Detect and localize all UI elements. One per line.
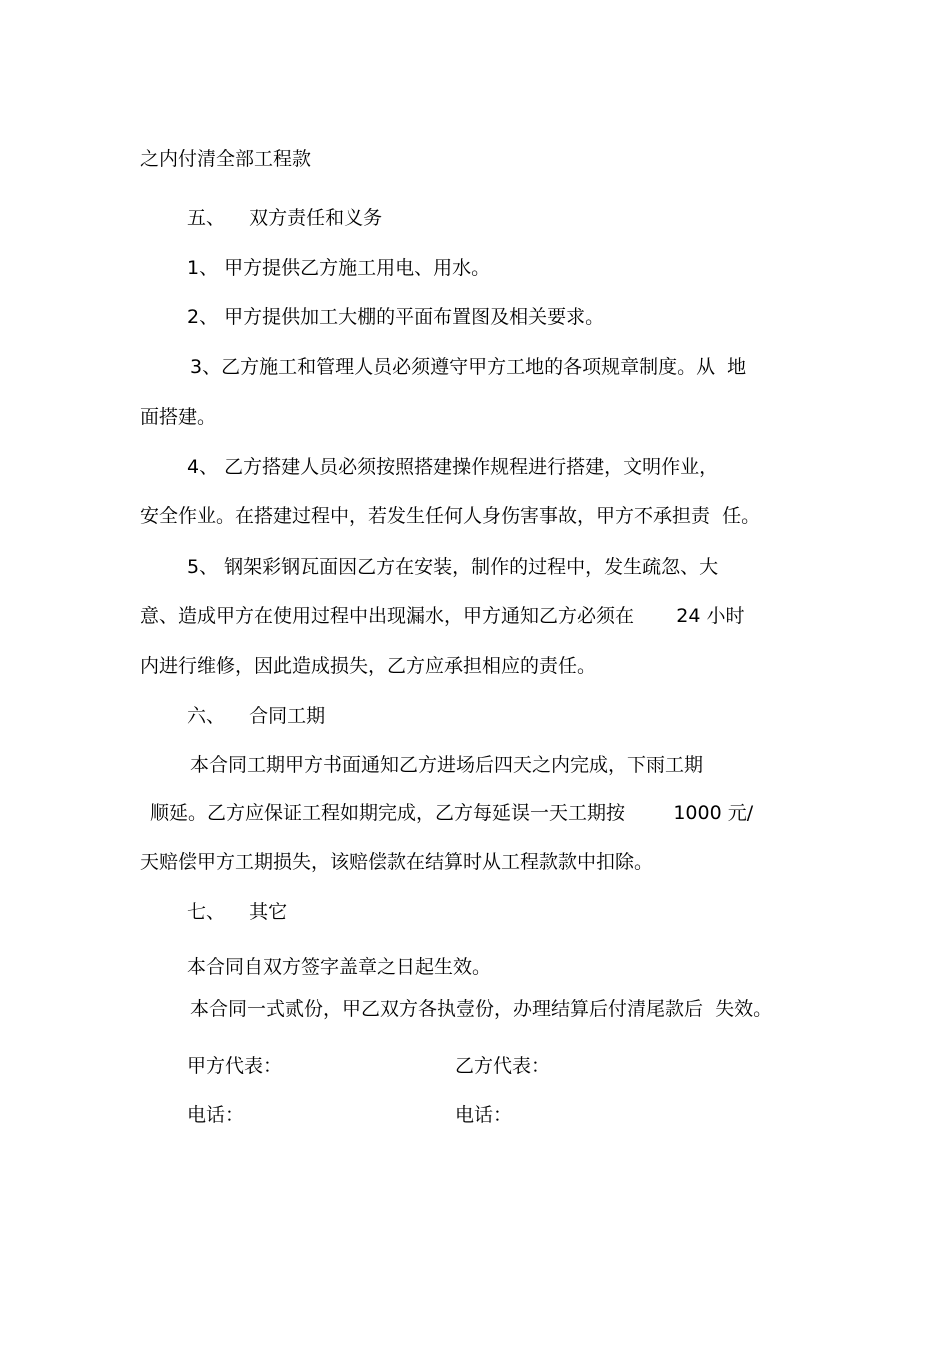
clause-text: 本合同一式贰份，甲乙双方各执壹份，办理结算后付清尾款后 失效。 [190, 998, 773, 1020]
clause-text: 2、 甲方提供加工大棚的平面布置图及相关要求。 [187, 306, 605, 328]
clause-text: 意、造成甲方在使用过程中出现漏水，甲方通知乙方必须在 24 小时 [140, 605, 745, 627]
clause-text: 内进行维修，因此造成损失，乙方应承担相应的责任。 [140, 655, 597, 677]
clause-text: 本合同工期甲方书面通知乙方进场后四天之内完成，下雨工期 [190, 754, 704, 776]
clause-text: 3、乙方施工和管理人员必须遵守甲方工地的各项规章制度。从 地 [190, 356, 747, 378]
party-a-representative-label: 甲方代表： [187, 1055, 283, 1077]
clause-text: 4、 乙方搭建人员必须按照搭建操作规程进行搭建，文明作业， [187, 456, 719, 478]
clause-text: 顺延。乙方应保证工程如期完成，乙方每延误一天工期按 1000 元/ [150, 802, 754, 824]
clause-text: 安全作业。在搭建过程中，若发生任何人身伤害事故，甲方不承担责 任。 [140, 505, 761, 527]
clause-text: 面搭建。 [140, 406, 217, 428]
section-heading: 七、 其它 [187, 901, 288, 923]
clause-text: 5、 钢架彩钢瓦面因乙方在安装，制作的过程中，发生疏忽、大 [187, 556, 719, 578]
party-b-phone-label: 电话： [455, 1104, 513, 1126]
clause-text: 1、 甲方提供乙方施工用电、用水。 [187, 257, 491, 279]
section-heading: 五、 双方责任和义务 [187, 207, 383, 229]
text-line: 之内付清全部工程款 [140, 148, 312, 170]
party-a-phone-label: 电话： [187, 1104, 245, 1126]
clause-text: 本合同自双方签字盖章之日起生效。 [187, 956, 492, 978]
clause-text: 天赔偿甲方工期损失，该赔偿款在结算时从工程款款中扣除。 [140, 851, 654, 873]
party-b-representative-label: 乙方代表： [455, 1055, 551, 1077]
section-heading: 六、 合同工期 [187, 705, 326, 727]
